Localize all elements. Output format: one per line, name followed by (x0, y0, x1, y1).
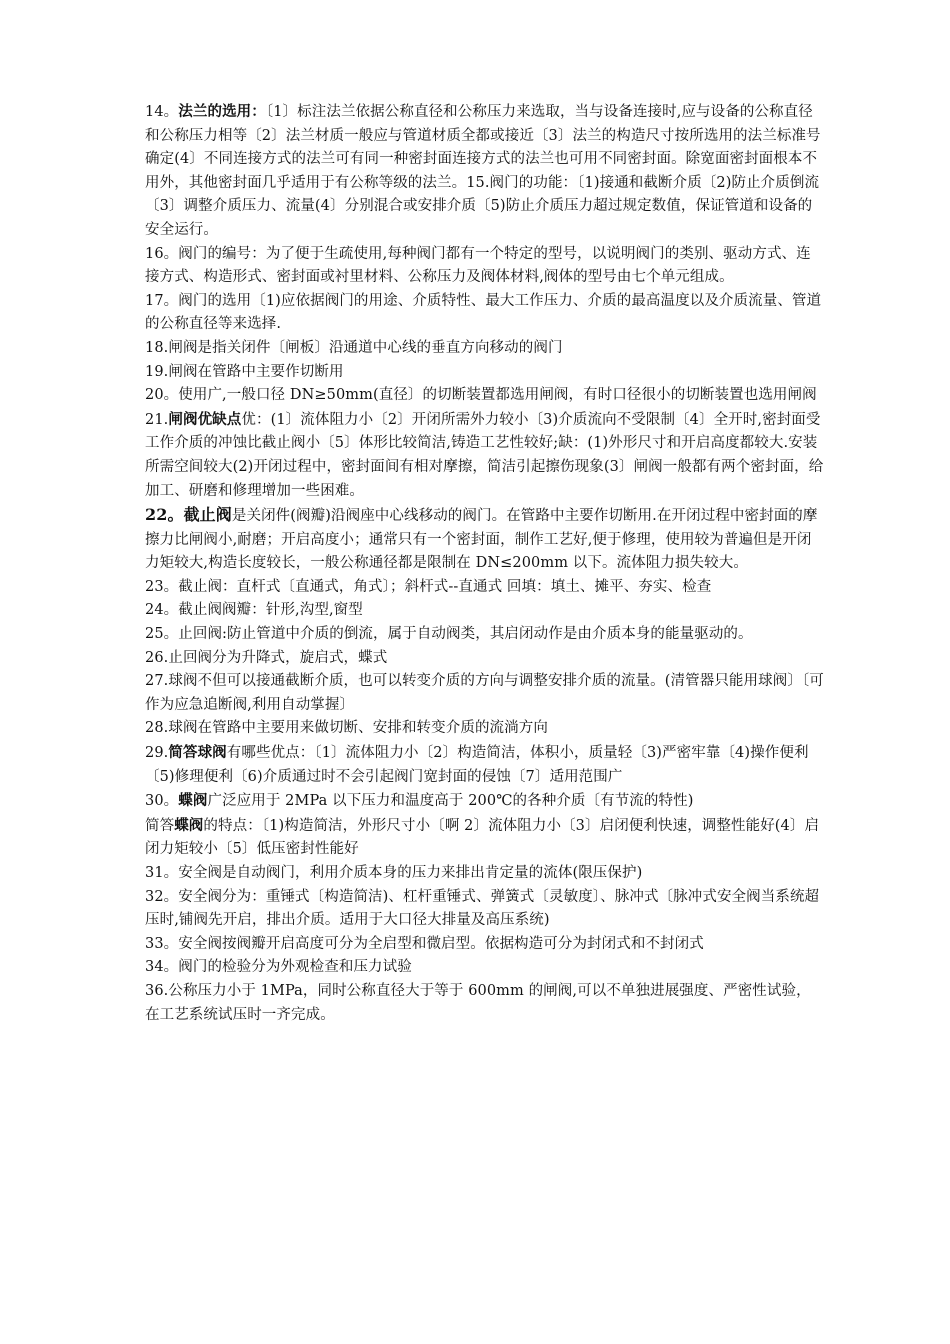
bold-term: 22。截止阀 (145, 505, 232, 525)
paragraph-p20 (145, 384, 825, 408)
paragraph-p18 (145, 337, 825, 361)
paragraph-text: 19.闸阀在管路中主要作切断用 (145, 363, 344, 380)
paragraph-p29 (145, 741, 825, 789)
paragraph-text: 16。阀门的编号：为了便于生疏使用,每种阀门都有一个特定的型号，以说明阀门的类别、驱动方式、连接方式、构造形式、密封面或衬里材料、公称压力及阀体材料,阀体的型号由七个单元组成。 (145, 245, 811, 286)
paragraph-text: 有哪些优点：〔1〕流体阻力小〔2〕构造简洁，体积小，质量轻〔3)严密牢靠〔4)操作便利〔5)修理便利〔6)介质通过时不会引起阀门宽封面的侵蚀〔7〕适用范围广 (145, 745, 809, 785)
paragraph-text: 14。 (145, 104, 179, 120)
paragraph-p34 (145, 956, 825, 980)
document-body (145, 100, 825, 1027)
paragraph-text: 29. (145, 745, 169, 762)
paragraph-text: 优：(1〕流体阻力小〔2〕开闭所需外力较小〔3)介质流向不受限制〔4〕全开时,密封面受工作介质的冲蚀比截止阀小〔5〕体形比较简洁,铸造工艺性较好;缺：(1)外形尺寸和开启高度都较大.安装所需空间较大(2)开闭过程中，密封面间有相对摩擦，简洁引起擦伤现象(3〕闸阀一般都有两个密封面，给加工、研磨和修理增加一些困难。 (145, 411, 824, 499)
paragraph-p19 (145, 361, 825, 385)
paragraph-p22 (145, 503, 825, 576)
paragraph-text: 广泛应用于 2MPa 以下压力和温度高于 200℃的各种介质〔有节流的特性) (207, 793, 694, 810)
paragraph-p36 (145, 980, 825, 1027)
paragraph-p17 (145, 290, 825, 337)
paragraph-text: 34。阀门的检验分为外观检查和压力试验 (145, 959, 412, 976)
paragraph-text: 〔1〕标注法兰依据公称直径和公称压力来选取，当与设备连接时,应与设备的公称直径和公称压力相等〔2〕法兰材质一般应与管道材质全都或接近〔3〕法兰的构造尺寸按所选用的法兰标准号确定(4〕不同连接方式的法兰可有同一种密封面连接方式的法兰也可用不同密封面。除宽面密封面根本不用外，其他密封面几乎适用于有公称等级的法兰。15.阀门的功能：〔1)接通和截断介质〔2)防止介质倒流〔3〕调整介质压力、流量(4〕分别混合或安排介质〔5)防止介质压力超过规定数值，保证管道和设备的安全运行。 (145, 104, 821, 238)
paragraph-text: 17。阀门的选用〔1)应依据阀门的用途、介质特性、最大工作压力、介质的最高温度以及介质流量、管道的公称直径等来选择. (145, 292, 822, 333)
bold-term: 蝶阀 (174, 816, 204, 834)
paragraph-p30b (145, 814, 825, 862)
bold-term: 蝶阀 (178, 792, 208, 810)
paragraph-text: 36.公称压力小于 1MPa，同时公称直径大于等于 600mm 的闸阀,可以不单独进展强度、严密性试验，在工艺系统试压时一齐完成。 (145, 982, 811, 1023)
paragraph-text: 31。安全阀是自动阀门，利用介质本身的压力来排出肯定量的流体(限压保护) (145, 865, 643, 881)
paragraph-text: 23。截止阀：直杆式〔直通式，角式〕；斜杆式--直通式 回填：填土、摊平、夯实、检查 (145, 578, 712, 595)
paragraph-p21 (145, 408, 825, 503)
bold-term: 闸阀优缺点 (168, 410, 242, 428)
paragraph-p27 (145, 670, 825, 717)
paragraph-p31 (145, 862, 825, 886)
bold-term: 法兰的选用： (178, 103, 266, 120)
paragraph-text: 25。止回阀:防止管道中介质的倒流，属于自动阀类，其启闭动作是由介质本身的能量驱动的。 (145, 626, 753, 643)
paragraph-text: 是关闭件(阀瓣)沿阀座中心线移动的阀门。在管路中主要作切断用.在开闭过程中密封面的摩擦力比闸阀小,耐磨；开启高度小；通常只有一个密封面，制作工艺好,便于修理，使用较为普遍但是开闭力矩较大,构造长度较长，一般公称通径都是限制在 DN≤200mm 以下。流体阻力损失较大。 (145, 508, 818, 572)
paragraph-p30 (145, 789, 825, 814)
paragraph-p33 (145, 933, 825, 957)
paragraph-text: 30。 (145, 793, 179, 810)
paragraph-p24 (145, 599, 825, 623)
paragraph-p16 (145, 243, 825, 290)
paragraph-p32 (145, 886, 825, 933)
paragraph-p25 (145, 623, 825, 647)
paragraph-text: 21. (145, 411, 169, 428)
paragraph-p23 (145, 576, 825, 600)
paragraph-text: 简答 (145, 817, 175, 834)
paragraph-text: 27.球阀不但可以接通截断介质，也可以转变介质的方向与调整安排介质的流量。(清管器只能用球阀〕〔可作为应急追断阀,利用自动掌握〕 (145, 673, 824, 713)
paragraph-text: 32。安全阀分为：重锤式〔构造简洁)、杠杆重锤式、弹簧式〔灵敏度〕、脉冲式〔脉冲式安全阀当系统超压时,铺阀先开启，排出介质。适用于大口径大排量及高压系统) (145, 888, 820, 929)
paragraph-text: 18.闸阀是指关闭件〔闸板〕沿通道中心线的垂直方向移动的阀门 (145, 339, 563, 356)
bold-term: 简答球阀 (168, 744, 227, 762)
paragraph-text: 33。安全阀按阀瓣开启高度可分为全启型和微启型。依据构造可分为封闭式和不封闭式 (145, 935, 704, 952)
paragraph-text: 的特点：〔1)构造简洁，外形尺寸小〔啊 2〕流体阻力小〔3〕启闭便利快速，调整性能好(4〕启闭力矩较小〔5〕低压密封性能好 (145, 817, 820, 858)
paragraph-p26 (145, 647, 825, 671)
paragraph-p28 (145, 717, 825, 741)
paragraph-text: 26.止回阀分为升降式，旋启式，蝶式 (145, 649, 388, 666)
paragraph-text: 24。截止阀阀瓣：针形,沟型,窗型 (145, 602, 363, 619)
paragraph-text: 20。使用广,一般口径 DN≥50mm(直径〕的切断装置都选用闸阀，有时口径很小的切断装置也选用闸阀 (145, 387, 817, 404)
paragraph-text: 28.球阀在管路中主要用来做切断、安排和转变介质的流淌方向 (145, 720, 548, 737)
paragraph-p14 (145, 100, 825, 243)
